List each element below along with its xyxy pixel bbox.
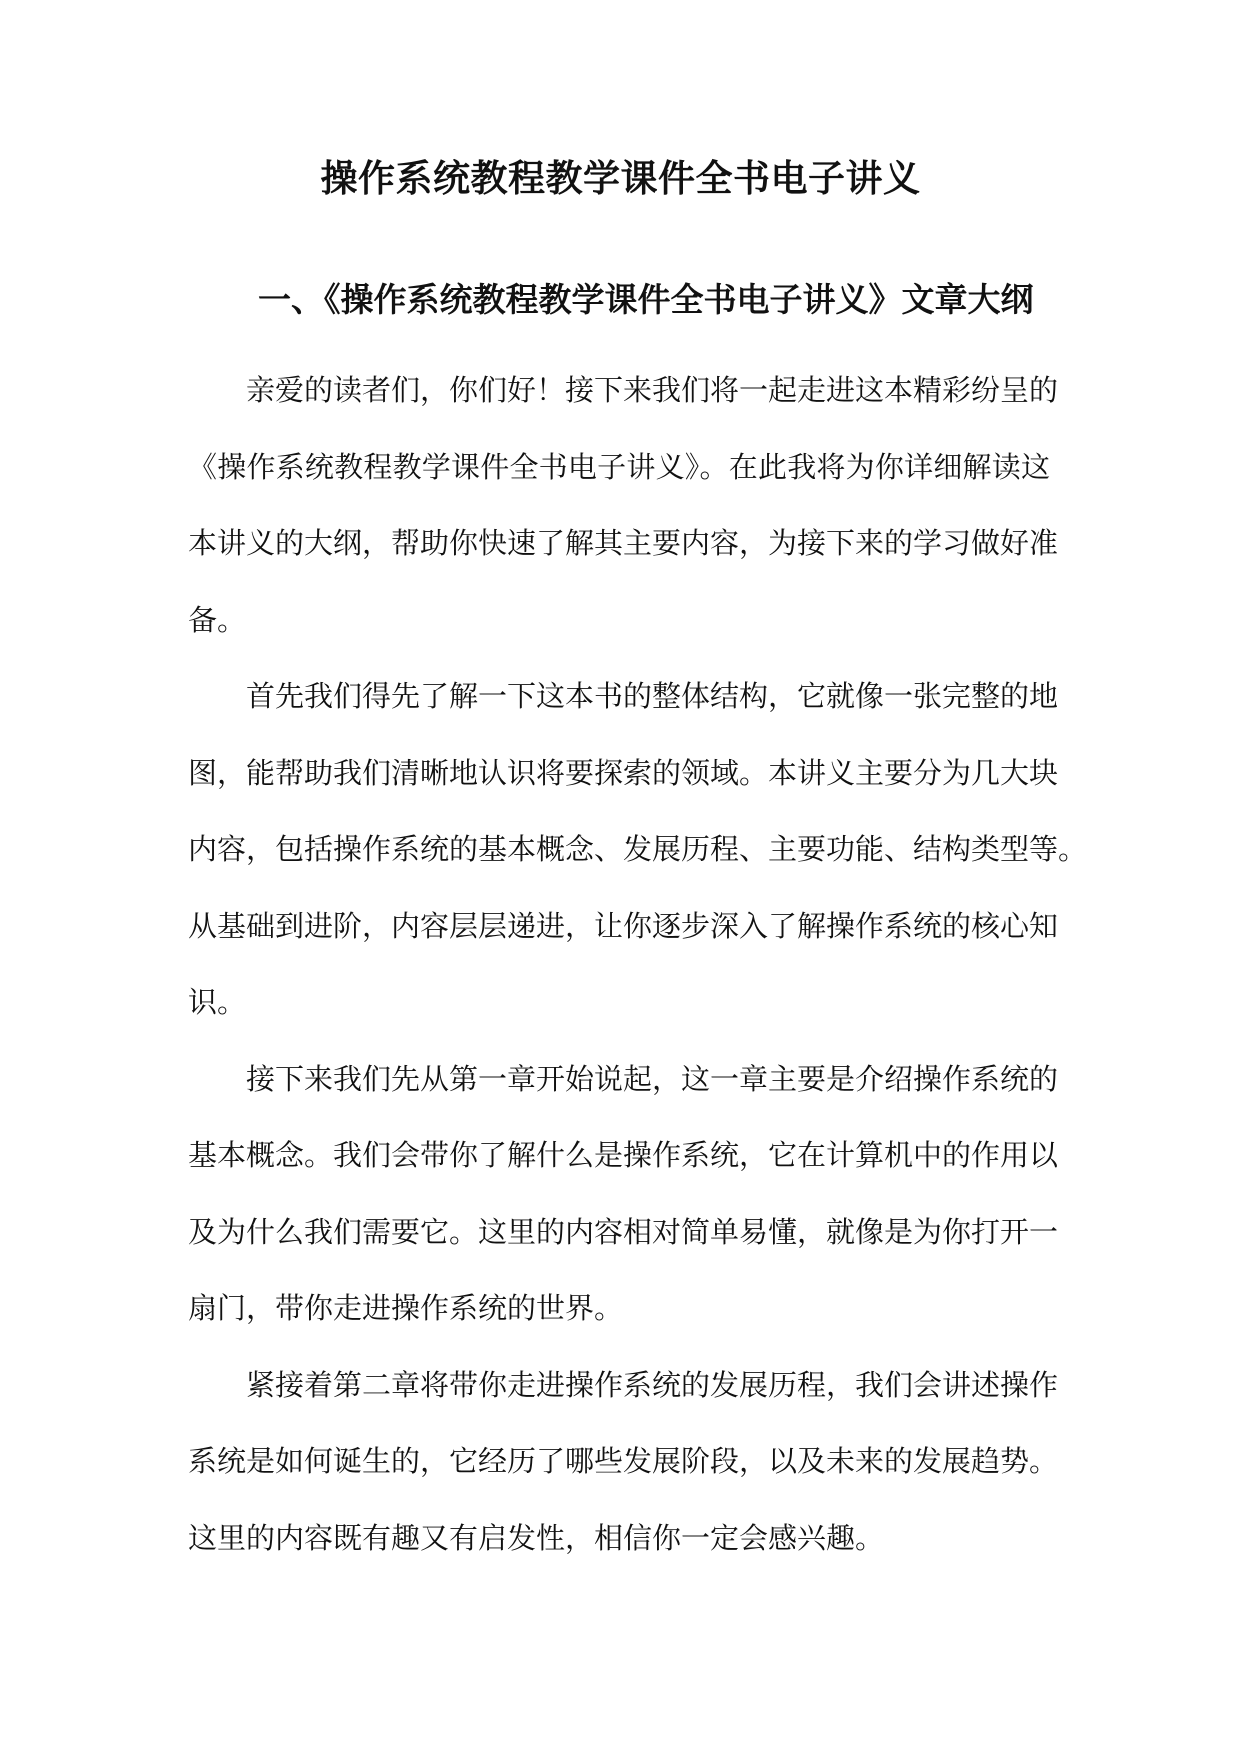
paragraph-line: 及为什么我们需要它。这里的内容相对简单易懂，就像是为你打开一 <box>188 1214 1059 1249</box>
paragraph <box>188 1049 1059 1355</box>
paragraph-line: 首先我们得先了解一下这本书的整体结构，它就像一张完整的地 <box>246 679 1059 713</box>
paragraph-line: 扇门，带你走进操作系统的世界。 <box>188 1291 624 1325</box>
paragraph <box>188 1355 1059 1585</box>
paragraph-line: 这里的内容既有趣又有启发性，相信你一定会感兴趣。 <box>188 1520 885 1555</box>
paragraph-line: 图，能帮助我们清晰地认识将要探索的领域。本讲义主要分为几大块 <box>188 755 1059 790</box>
paragraph-line: 识。 <box>188 985 247 1019</box>
paragraph-line: 系统是如何诞生的，它经历了哪些发展阶段，以及未来的发展趋势。 <box>188 1444 1059 1478</box>
paragraph-line: 从基础到进阶，内容层层递进，让你逐步深入了解操作系统的核心知 <box>188 908 1059 943</box>
paragraph-line: 接下来我们先从第一章开始说起，这一章主要是介绍操作系统的 <box>246 1061 1059 1096</box>
paragraph-line: 备。 <box>188 602 247 637</box>
paragraph-line: 本讲义的大纲，帮助你快速了解其主要内容，为接下来的学习做好准 <box>188 526 1059 560</box>
paragraph <box>188 666 1088 1049</box>
paragraph-line: 亲爱的读者们，你们好！接下来我们将一起走进这本精彩纷呈的 <box>246 373 1059 407</box>
document-title: 操作系统教程教学课件全书电子讲义 <box>320 156 921 200</box>
paragraph <box>188 360 1059 666</box>
paragraph-line: 《操作系统教程教学课件全书电子讲义》。在此我将为你详细解读这 <box>188 449 1050 484</box>
paragraph-line: 紧接着第二章将带你走进操作系统的发展历程，我们会讲述操作 <box>246 1367 1059 1402</box>
document-body <box>188 360 1088 1584</box>
paragraph-line: 基本概念。我们会带你了解什么是操作系统，它在计算机中的作用以 <box>188 1138 1059 1172</box>
paragraph-line: 内容，包括操作系统的基本概念、发展历程、主要功能、结构类型等。 <box>188 832 1088 866</box>
section-heading: 一、《操作系统教程教学课件全书电子讲义》文章大纲 <box>258 280 1034 319</box>
